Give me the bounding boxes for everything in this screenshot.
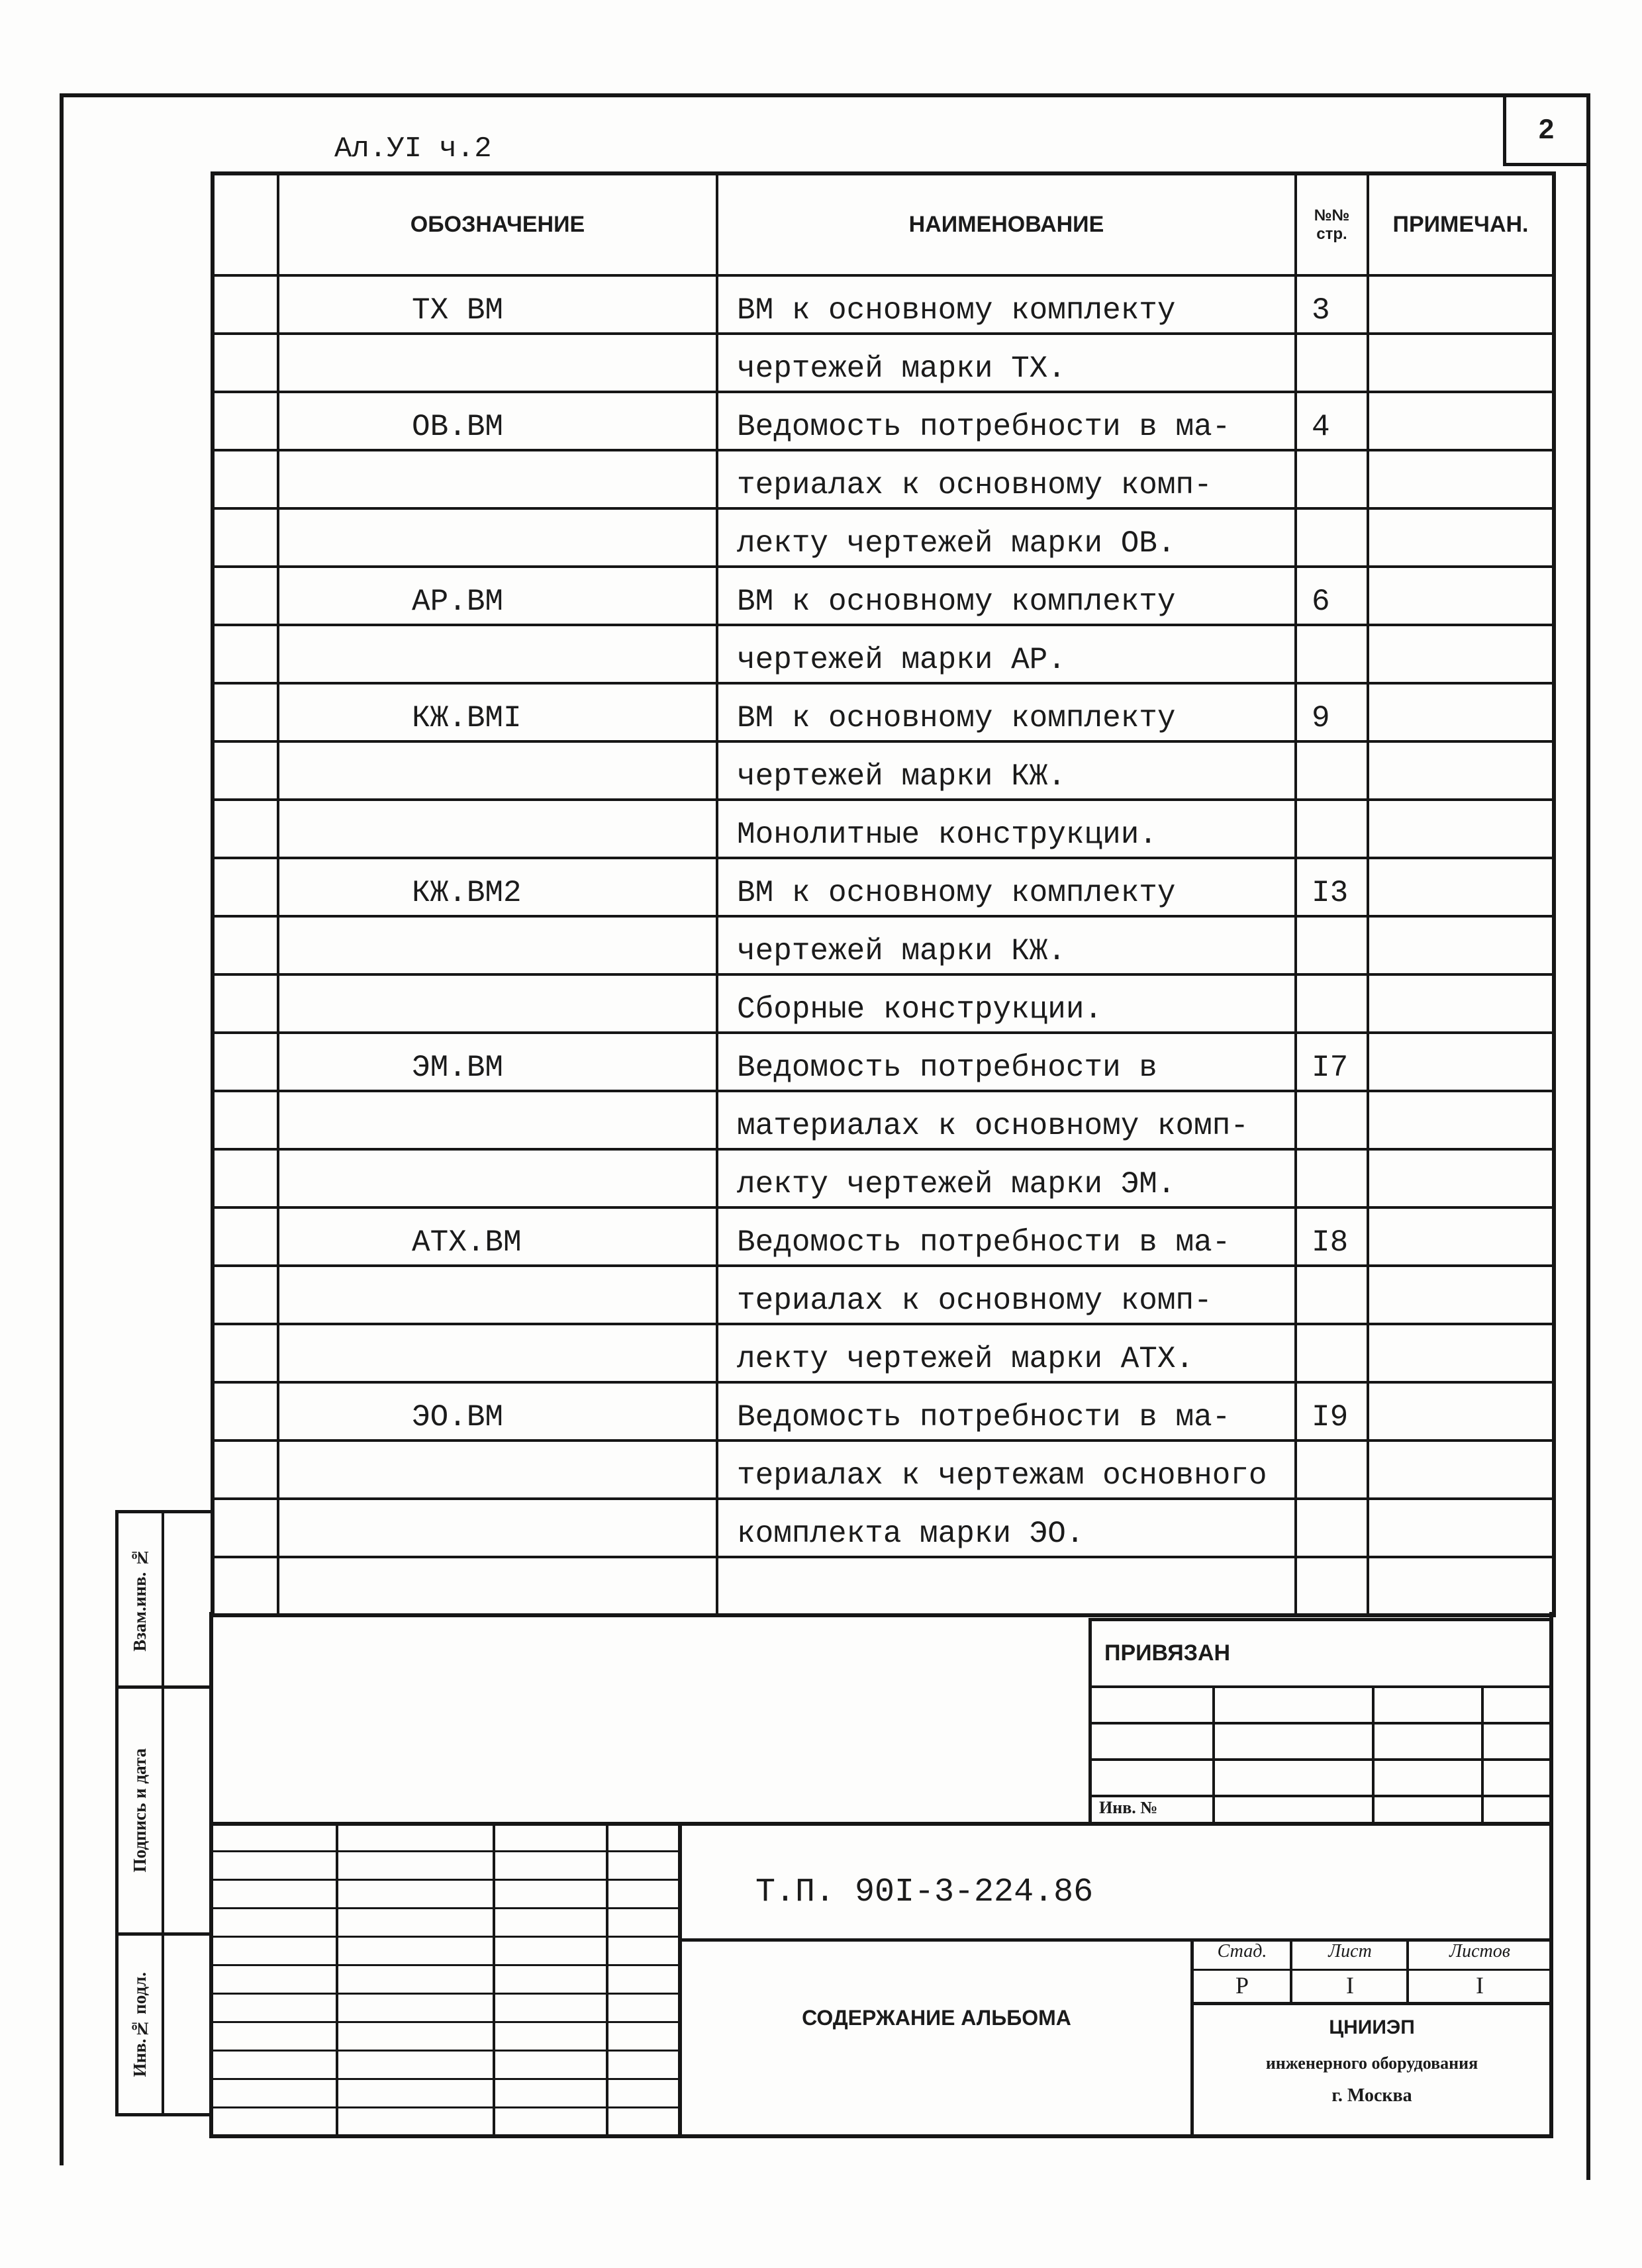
row-margin-cell — [213, 275, 278, 334]
page-number-cell: 6 — [1296, 567, 1368, 625]
note-cell — [1368, 334, 1554, 392]
note-cell — [1368, 741, 1554, 800]
organization-city: г. Москва — [1331, 2085, 1412, 2106]
note-cell — [1368, 683, 1554, 741]
designation-cell: КЖ.ВМI — [278, 683, 717, 741]
stamp-original-inventory-label: Инв.№ подл. — [130, 1971, 150, 2077]
note-cell — [1368, 1091, 1554, 1149]
organization-line2: инженерного оборудования — [1265, 2054, 1478, 2073]
name-cell — [717, 1557, 1296, 1615]
designation-cell — [278, 1441, 717, 1499]
approval-grid-right-line — [678, 1824, 682, 2136]
table-row — [213, 334, 1554, 392]
approval-signature-grid — [211, 1824, 680, 2136]
row-margin-cell — [213, 916, 278, 974]
stage-value: Р — [1235, 1972, 1249, 1999]
row-margin-cell — [213, 508, 278, 567]
contents-table — [211, 171, 1556, 1617]
page-number-cell: 3 — [1296, 275, 1368, 334]
table-row — [213, 1149, 1554, 1207]
stamp-replace-inventory-label: Взам.инв. № — [130, 1547, 150, 1652]
header-pages-top: №№ — [1314, 206, 1350, 224]
page-number-cell — [1296, 1266, 1368, 1324]
designation-cell — [278, 508, 717, 567]
frame-left-line — [60, 93, 64, 2165]
page-number-cell — [1296, 334, 1368, 392]
name-cell: териалах к основному комп- — [717, 1266, 1296, 1324]
name-cell: материалах к основному комп- — [717, 1091, 1296, 1149]
name-cell: лекту чертежей марки АТХ. — [717, 1324, 1296, 1382]
designation-cell: ЭМ.ВМ — [278, 1033, 717, 1091]
project-code: Т.П. 90I-3-224.86 — [755, 1873, 1094, 1911]
note-cell — [1368, 275, 1554, 334]
stamp-replace-inventory — [119, 1513, 162, 1685]
info-block-header-line — [1192, 1969, 1552, 1971]
designation-cell — [278, 1499, 717, 1557]
note-cell — [1368, 567, 1554, 625]
row-margin-cell — [213, 1266, 278, 1324]
name-cell: Ведомость потребности в ма- — [717, 1382, 1296, 1441]
table-row — [213, 800, 1554, 858]
frame-top-line — [60, 93, 1590, 97]
table-row — [213, 1499, 1554, 1557]
note-cell — [1368, 1499, 1554, 1557]
bound-box-col-line — [1372, 1685, 1375, 1824]
page-number-cell: 4 — [1296, 392, 1368, 450]
sheets-label: Листов — [1449, 1941, 1510, 1961]
bound-box-col-line — [1212, 1685, 1215, 1824]
sheet-title: СОДЕРЖАНИЕ АЛЬБОМА — [802, 2006, 1071, 2030]
row-margin-cell — [213, 392, 278, 450]
stamp-signature-date — [119, 1689, 162, 1932]
table-row — [213, 567, 1554, 625]
table-row — [213, 1382, 1554, 1441]
row-margin-cell — [213, 858, 278, 916]
note-cell — [1368, 1033, 1554, 1091]
note-cell — [1368, 1324, 1554, 1382]
designation-cell — [278, 1557, 717, 1615]
stamp-original-inventory — [119, 1936, 162, 2113]
designation-cell — [278, 974, 717, 1033]
note-cell — [1368, 450, 1554, 508]
page-number-cell — [1296, 625, 1368, 683]
row-margin-cell — [213, 1091, 278, 1149]
row-margin-cell — [213, 1207, 278, 1266]
name-cell: ВМ к основному комплекту — [717, 683, 1296, 741]
name-cell: ВМ к основному комплекту — [717, 275, 1296, 334]
approval-grid-col-line — [336, 1824, 338, 2136]
name-cell: лекту чертежей марки ЭМ. — [717, 1149, 1296, 1207]
organization-name: ЦНИИЭП — [1329, 2016, 1415, 2038]
sheets-value: I — [1476, 1972, 1484, 1999]
name-cell: Ведомость потребности в ма- — [717, 392, 1296, 450]
designation-cell — [278, 334, 717, 392]
table-row — [213, 1091, 1554, 1149]
designation-cell — [278, 741, 717, 800]
page-number: 2 — [1538, 113, 1555, 144]
designation-cell: ОВ.ВМ — [278, 392, 717, 450]
table-row — [213, 508, 1554, 567]
table-row — [213, 974, 1554, 1033]
note-cell — [1368, 800, 1554, 858]
note-cell — [1368, 974, 1554, 1033]
page-number-cell — [1296, 1149, 1368, 1207]
designation-cell: АР.ВМ — [278, 567, 717, 625]
designation-cell — [278, 1324, 717, 1382]
table-row — [213, 450, 1554, 508]
note-cell — [1368, 392, 1554, 450]
note-cell — [1368, 508, 1554, 567]
designation-cell — [278, 450, 717, 508]
sheet-value: I — [1346, 1972, 1354, 1999]
row-margin-cell — [213, 974, 278, 1033]
header-margin-cell — [213, 173, 278, 275]
name-cell: комплекта марки ЭО. — [717, 1499, 1296, 1557]
name-cell: чертежей марки АР. — [717, 625, 1296, 683]
name-cell: Ведомость потребности в ма- — [717, 1207, 1296, 1266]
name-cell: териалах к основному комп- — [717, 450, 1296, 508]
table-row — [213, 1441, 1554, 1499]
page-number-cell — [1296, 916, 1368, 974]
name-cell: чертежей марки КЖ. — [717, 741, 1296, 800]
table-row — [213, 625, 1554, 683]
header-name: НАИМЕНОВАНИЕ — [717, 173, 1296, 275]
page-number-cell — [1296, 1441, 1368, 1499]
row-margin-cell — [213, 1382, 278, 1441]
row-margin-cell — [213, 741, 278, 800]
designation-cell — [278, 1149, 717, 1207]
info-block-values-line — [1192, 2002, 1552, 2005]
row-margin-cell — [213, 450, 278, 508]
row-margin-cell — [213, 1499, 278, 1557]
note-cell — [1368, 858, 1554, 916]
note-cell — [1368, 1382, 1554, 1441]
contents-body — [213, 275, 1554, 1615]
table-row — [213, 683, 1554, 741]
frame-right-line — [1586, 93, 1590, 2180]
page-number-cell: I3 — [1296, 858, 1368, 916]
table-row — [213, 1207, 1554, 1266]
designation-cell — [278, 1091, 717, 1149]
row-margin-cell — [213, 1324, 278, 1382]
stamp-bottom-line — [117, 2113, 211, 2116]
designation-cell: ТХ ВМ — [278, 275, 717, 334]
note-cell — [1368, 1266, 1554, 1324]
approval-grid-col-line — [493, 1824, 495, 2136]
page-number-cell — [1296, 1091, 1368, 1149]
stamp-inner-line — [162, 1511, 164, 2116]
note-cell — [1368, 1207, 1554, 1266]
header-pages — [1296, 173, 1368, 275]
stage-label: Стад. — [1217, 1941, 1267, 1961]
row-margin-cell — [213, 1033, 278, 1091]
table-row — [213, 741, 1554, 800]
inventory-number-label: Инв. № — [1099, 1798, 1158, 1817]
name-cell: ВМ к основному комплекту — [717, 858, 1296, 916]
table-row — [213, 1033, 1554, 1091]
designation-cell — [278, 1266, 717, 1324]
album-reference: Ал.УI ч.2 — [334, 132, 492, 165]
header-designation: ОБОЗНАЧЕНИЕ — [278, 173, 717, 275]
designation-cell: АТХ.ВМ — [278, 1207, 717, 1266]
table-row — [213, 916, 1554, 974]
designation-cell — [278, 916, 717, 974]
name-cell: лекту чертежей марки ОВ. — [717, 508, 1296, 567]
name-cell: Ведомость потребности в — [717, 1033, 1296, 1091]
page-number-cell — [1296, 1499, 1368, 1557]
row-margin-cell — [213, 625, 278, 683]
stamp-signature-date-label: Подпись и дата — [130, 1748, 150, 1873]
approval-grid-col-line — [606, 1824, 608, 2136]
row-margin-cell — [213, 1441, 278, 1499]
bound-label: ПРИВЯЗАН — [1104, 1640, 1231, 1666]
name-cell: Монолитные конструкции. — [717, 800, 1296, 858]
bound-box-col-line — [1481, 1685, 1484, 1824]
table-row — [213, 1324, 1554, 1382]
row-margin-cell — [213, 567, 278, 625]
name-cell: чертежей марки КЖ. — [717, 916, 1296, 974]
note-cell — [1368, 1557, 1554, 1615]
table-row — [213, 1266, 1554, 1324]
row-margin-cell — [213, 800, 278, 858]
name-cell: териалах к чертежам основного — [717, 1441, 1296, 1499]
designation-cell: ЭО.ВМ — [278, 1382, 717, 1441]
row-margin-cell — [213, 1149, 278, 1207]
bound-box-top — [1088, 1618, 1552, 1621]
row-margin-cell — [213, 683, 278, 741]
header-pages-bottom: стр. — [1316, 224, 1347, 243]
header-note: ПРИМЕЧАН. — [1368, 173, 1554, 275]
page-number-cell: 9 — [1296, 683, 1368, 741]
note-cell — [1368, 625, 1554, 683]
table-row — [213, 275, 1554, 334]
page-number-cell — [1296, 974, 1368, 1033]
page-number-box-bottom — [1503, 163, 1589, 166]
note-cell — [1368, 916, 1554, 974]
note-cell — [1368, 1149, 1554, 1207]
page-number-cell — [1296, 1324, 1368, 1382]
page-number-cell: I9 — [1296, 1382, 1368, 1441]
name-cell: ВМ к основному комплекту — [717, 567, 1296, 625]
sheet-label: Лист — [1328, 1941, 1372, 1961]
designation-cell — [278, 625, 717, 683]
table-row — [213, 392, 1554, 450]
page-number-cell — [1296, 1557, 1368, 1615]
page-number-cell — [1296, 741, 1368, 800]
name-cell: чертежей марки ТХ. — [717, 334, 1296, 392]
table-row — [213, 858, 1554, 916]
table-header-row — [213, 173, 1554, 275]
page-number-cell: I8 — [1296, 1207, 1368, 1266]
page-number-cell: I7 — [1296, 1033, 1368, 1091]
page-number-cell — [1296, 508, 1368, 567]
row-margin-cell — [213, 334, 278, 392]
name-cell: Сборные конструкции. — [717, 974, 1296, 1033]
designation-cell: КЖ.ВМ2 — [278, 858, 717, 916]
page-number-cell — [1296, 800, 1368, 858]
page-number-cell — [1296, 450, 1368, 508]
note-cell — [1368, 1441, 1554, 1499]
row-margin-cell — [213, 1557, 278, 1615]
table-row — [213, 1557, 1554, 1615]
designation-cell — [278, 800, 717, 858]
